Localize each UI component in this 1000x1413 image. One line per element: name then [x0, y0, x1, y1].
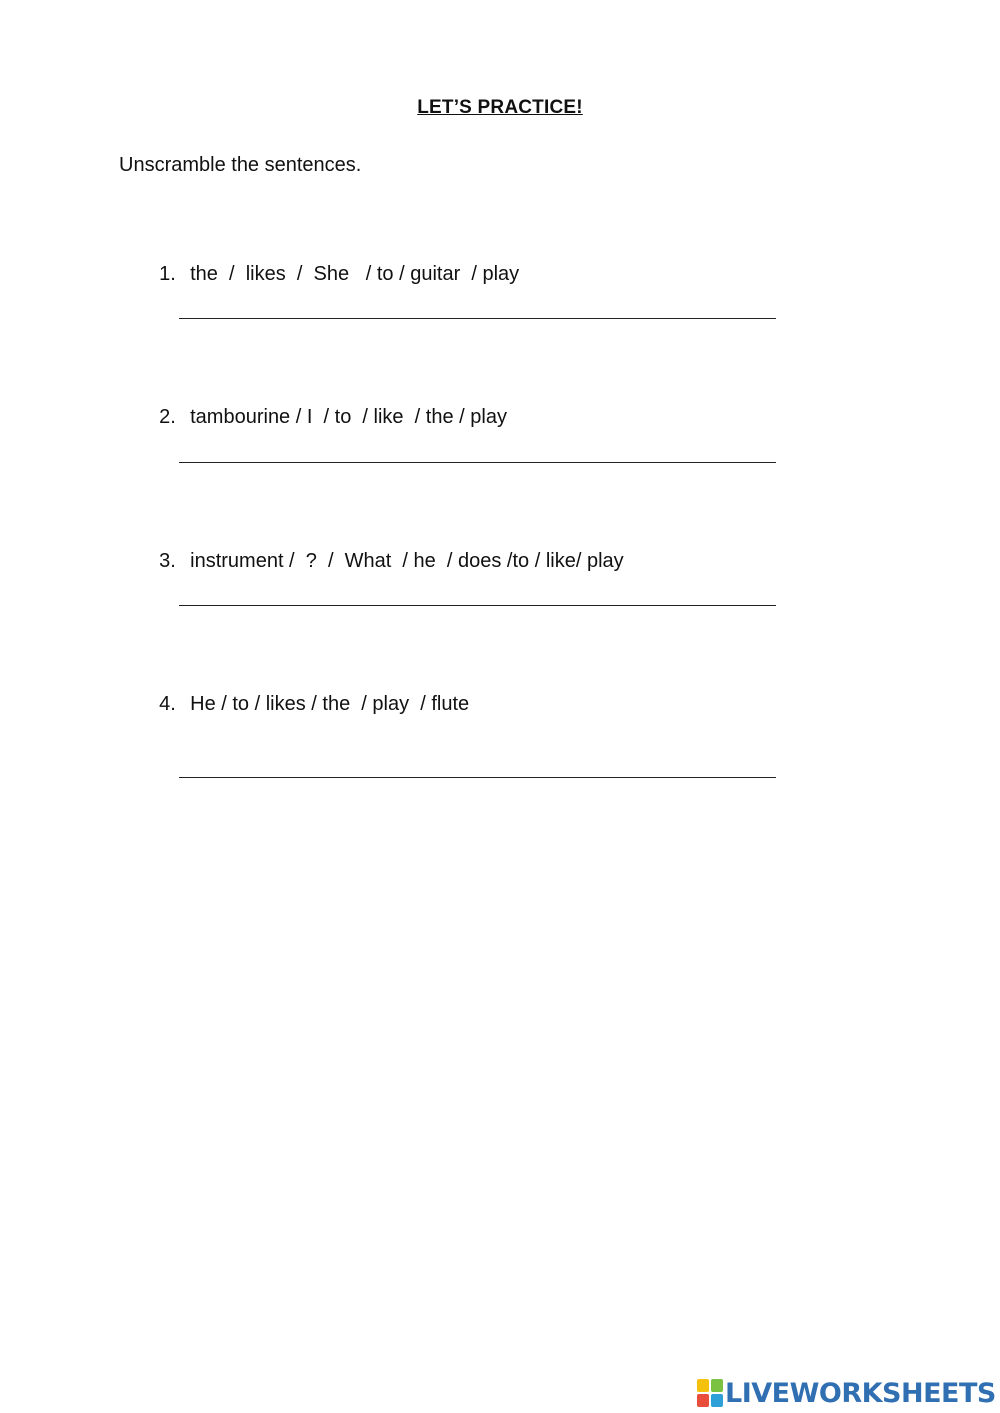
liveworksheets-logo-icon — [697, 1379, 723, 1407]
scrambled-words: instrument / ? / What / he / does /to / like/ play — [190, 550, 624, 572]
item-number: 2. — [159, 406, 176, 428]
answer-line-4[interactable] — [179, 777, 776, 778]
scrambled-words: tambourine / I / to / like / the / play — [190, 406, 507, 428]
scrambled-words: He / to / likes / the / play / flute — [190, 693, 470, 715]
item-number: 4. — [159, 693, 176, 715]
answer-line-3[interactable] — [179, 605, 776, 606]
liveworksheets-logo — [697, 1375, 996, 1411]
item-number: 3. — [159, 550, 176, 572]
item-number: 1. — [159, 263, 176, 285]
exercise-item-3 — [148, 527, 624, 573]
answer-line-2[interactable] — [179, 462, 776, 463]
page-title: LET’S PRACTICE! — [417, 97, 583, 118]
exercise-item-1 — [148, 240, 519, 286]
instructions: Unscramble the sentences. — [119, 154, 362, 176]
exercise-item-2 — [148, 383, 507, 429]
answer-line-1[interactable] — [179, 318, 776, 319]
exercise-item-4 — [148, 670, 469, 716]
logo-text: LIVEWORKSHEETS — [725, 1377, 996, 1409]
scrambled-words: the / likes / She / to / guitar / play — [190, 263, 520, 285]
